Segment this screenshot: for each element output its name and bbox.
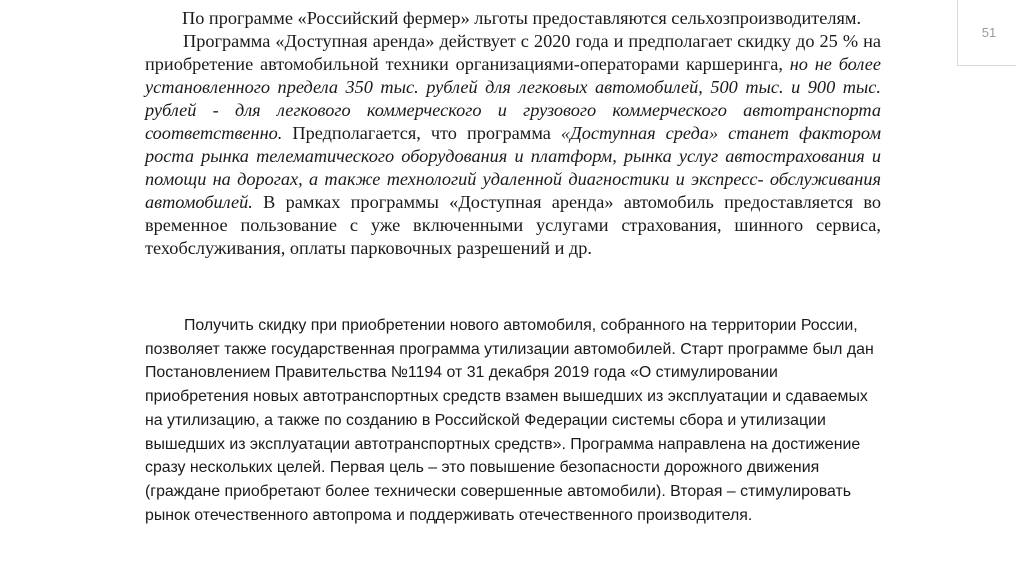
affordable-rent-limits: но не более установленного предела 350 тыс. рублей для легковых автомобилей, 500 тыс. и 900 тыс. рублей - для легкового коммерческого и грузового коммерческого автотранспорта соответственно.	[145, 54, 881, 143]
paragraph-affordable-rent	[145, 30, 881, 260]
slide-number: 51	[981, 25, 997, 40]
affordable-rent-expectation: «Доступная среда» станет фактором роста рынка телематического оборудования и платформ, рынка услуг автострахования и помощи на дорогах, а также технологий удаленной диагностики и экспресс- обслуживания автомобилей.	[145, 123, 881, 212]
paragraph-recycling-program: Получить скидку при приобретении нового автомобиля, собранного на территории России, позволяет также государственная программа утилизации автомобилей. Старт программе был дан Постановлением Правительства №1194 от 31 декабря 2019 года «О стимулировании приобретения новых автотранспортных средств взамен вышедших из эксплуатации и сдаваемых на утилизацию, а также по созданию в Российской Федерации системы сбора и утилизации вышедших из эксплуатации автотранспортных средств». Программа направлена на достижение сразу нескольких целей. Первая цель – это повышение безопасности дорожного движения (граждане приобретают более технически совершенные автомобили). Вторая – стимулировать рынок отечественного автопрома и поддерживать отечественного производителя.	[145, 317, 874, 524]
affordable-rent-details: В рамках программы «Доступная аренда» автомобиль предоставляется во временное пользование с уже включенными услугами страхования, шинного сервиса, техобслуживания, оплаты парковочных разрешений и др.	[145, 192, 881, 258]
affordable-rent-intro: Программа «Доступная аренда» действует с 2020 года и предполагает скидку до 25 % на приобретение автомобильной техники организациями-операторами каршеринга,	[145, 31, 881, 74]
affordable-rent-transition: Предполагается, что программа	[282, 123, 561, 143]
sans-text-block	[145, 314, 885, 527]
paragraph-russian-farmer: По программе «Российский фермер» льготы предоставляются сельхозпроизводителям.	[182, 8, 862, 28]
serif-text-block	[145, 7, 881, 260]
